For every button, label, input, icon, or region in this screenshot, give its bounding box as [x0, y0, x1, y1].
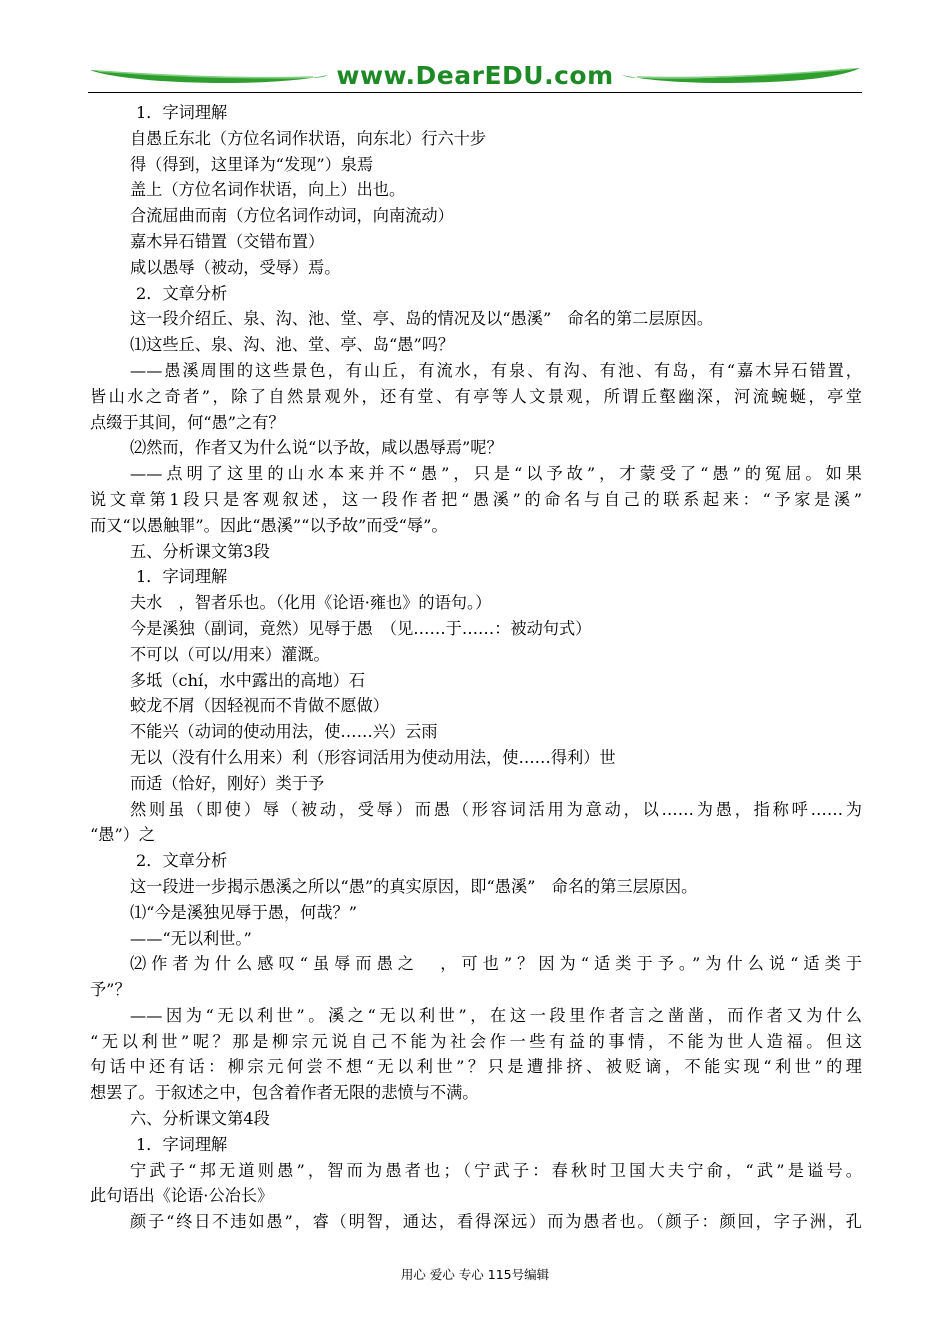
heading-word-understanding: 1．字词理解 — [136, 567, 228, 587]
text-line: 夫水 ，智者乐也。（化用《论语·雍也》的语句。） — [130, 593, 492, 613]
heading-text-analysis: 2．文章分析 — [136, 283, 228, 303]
text-line: ——愚溪周围的这些景色，有山丘，有流水，有泉、有沟、有池、有岛，有“嘉木异石错置， — [130, 360, 862, 380]
text-line: 自愚丘东北（方位名词作状语，向东北）行六十步 — [130, 128, 487, 148]
text-line: 此句语出《论语·公冶长》 — [90, 1186, 274, 1206]
text-line: 宁武子“邦无道则愚”，智而为愚者也；（宁武子：春秋时卫国大夫宁俞，“武”是谥号。 — [130, 1160, 862, 1180]
text-line: 说文章第1段只是客观叙述，这一段作者把“愚溪”的命名与自己的联系起来：“予家是溪” — [90, 489, 862, 509]
text-line: 颜子“终日不违如愚”，睿（明智，通达，看得深远）而为愚者也。（颜子：颜回，字子洲，孔 — [130, 1212, 862, 1232]
text-line: ——点明了这里的山水本来并不“愚”，只是“以予故”，才蒙受了“愚”的冤屈。如果 — [130, 464, 862, 484]
text-line: ⑵作者为什么感叹“虽辱而愚之 ，可也”？因为“适类于予。”为什么说“适类于 — [130, 954, 862, 974]
text-line: “无以利世”呢？那是柳宗元说自己不能为社会作一些有益的事情，不能为世人造福。但这 — [90, 1031, 862, 1051]
text-line: 点缀于其间，何“愚”之有？ — [90, 412, 285, 432]
text-line: ——“无以利世。” — [130, 928, 252, 948]
text-line: 而又“以愚触罪”。因此“愚溪”“以予故”而受“辱”。 — [90, 515, 448, 535]
text-line: 多坻（chí，水中露出的高地）石 — [130, 670, 366, 690]
text-line: 不可以（可以/用来）灌溉。 — [130, 644, 330, 664]
text-line: 皆山水之奇者”，除了自然景观外，还有堂、有亭等人文景观，所谓丘壑幽深，河流蜿蜒，亭堂 — [90, 386, 862, 406]
page-footer: 用心 爱心 专心 115号编辑 — [400, 1267, 550, 1282]
text-line: 然则虽（即使）辱（被动，受辱）而愚（形容词活用为意动，以……为愚，指称呼……为 — [130, 799, 862, 819]
section-heading: 五、分析课文第3段 — [130, 541, 270, 561]
heading-word-understanding: 1．字词理解 — [136, 1134, 228, 1154]
text-line: 合流屈曲而南（方位名词作动词，向南流动） — [130, 206, 454, 226]
text-line: ⑴这些丘、泉、沟、池、堂、亭、岛“愚”吗？ — [130, 335, 455, 355]
text-line: ⑵然而，作者又为什么说“以予故，咸以愚辱焉”呢？ — [130, 438, 503, 458]
heading-word-understanding: 1．字词理解 — [136, 103, 228, 122]
text-line: 予”？ — [90, 980, 131, 1000]
section-heading: 六、分析课文第4段 — [130, 1109, 270, 1129]
text-line: ⑴“今是溪独见辱于愚，何哉？” — [130, 902, 357, 922]
text-line: 蛟龙不屑（因轻视而不肯做不愿做） — [130, 696, 389, 716]
heading-text-analysis: 2．文章分析 — [136, 851, 228, 871]
text-line: 今是溪独（副词，竟然）见辱于愚 （见……于……：被动句式） — [130, 618, 592, 638]
text-line: 这一段介绍丘、泉、沟、池、堂、亭、岛的情况及以“愚溪” 命名的第二层原因。 — [130, 309, 714, 329]
text-line: 盖上（方位名词作状语，向上）出也。 — [130, 180, 406, 200]
text-line: 嘉木异石错置（交错布置） — [130, 231, 325, 251]
text-line: 无以（没有什么用来）利（形容词活用为使动用法，使……得利）世 — [130, 747, 616, 767]
site-header — [88, 58, 862, 94]
text-line: 咸以愚辱（被动，受辱）焉。 — [130, 257, 341, 277]
site-logo-text: www.DearEDU.com — [336, 61, 614, 90]
text-line: 这一段进一步揭示愚溪之所以“愚”的真实原因，即“愚溪” 命名的第三层原因。 — [130, 876, 698, 896]
text-line: 句话中还有话：柳宗元何尝不想“无以利世”？只是遭排挤、被贬谪，不能实现“利世”的理 — [90, 1057, 862, 1077]
header-divider — [88, 92, 862, 93]
document-body — [90, 100, 862, 1235]
text-line: 得（得到，这里译为“发现”）泉焉 — [130, 154, 374, 174]
text-line: 想罢了。于叙述之中，包含着作者无限的悲愤与不满。 — [90, 1083, 479, 1103]
text-line: ——因为“无以利世”。溪之“无以利世”，在这一段里作者言之凿凿，而作者又为什么 — [130, 1005, 862, 1025]
text-line: 而适（恰好，刚好）类于予 — [130, 773, 325, 793]
text-line: 不能兴（动词的使动用法，使……兴）云雨 — [130, 722, 438, 742]
text-line: “愚”）之 — [90, 825, 156, 845]
